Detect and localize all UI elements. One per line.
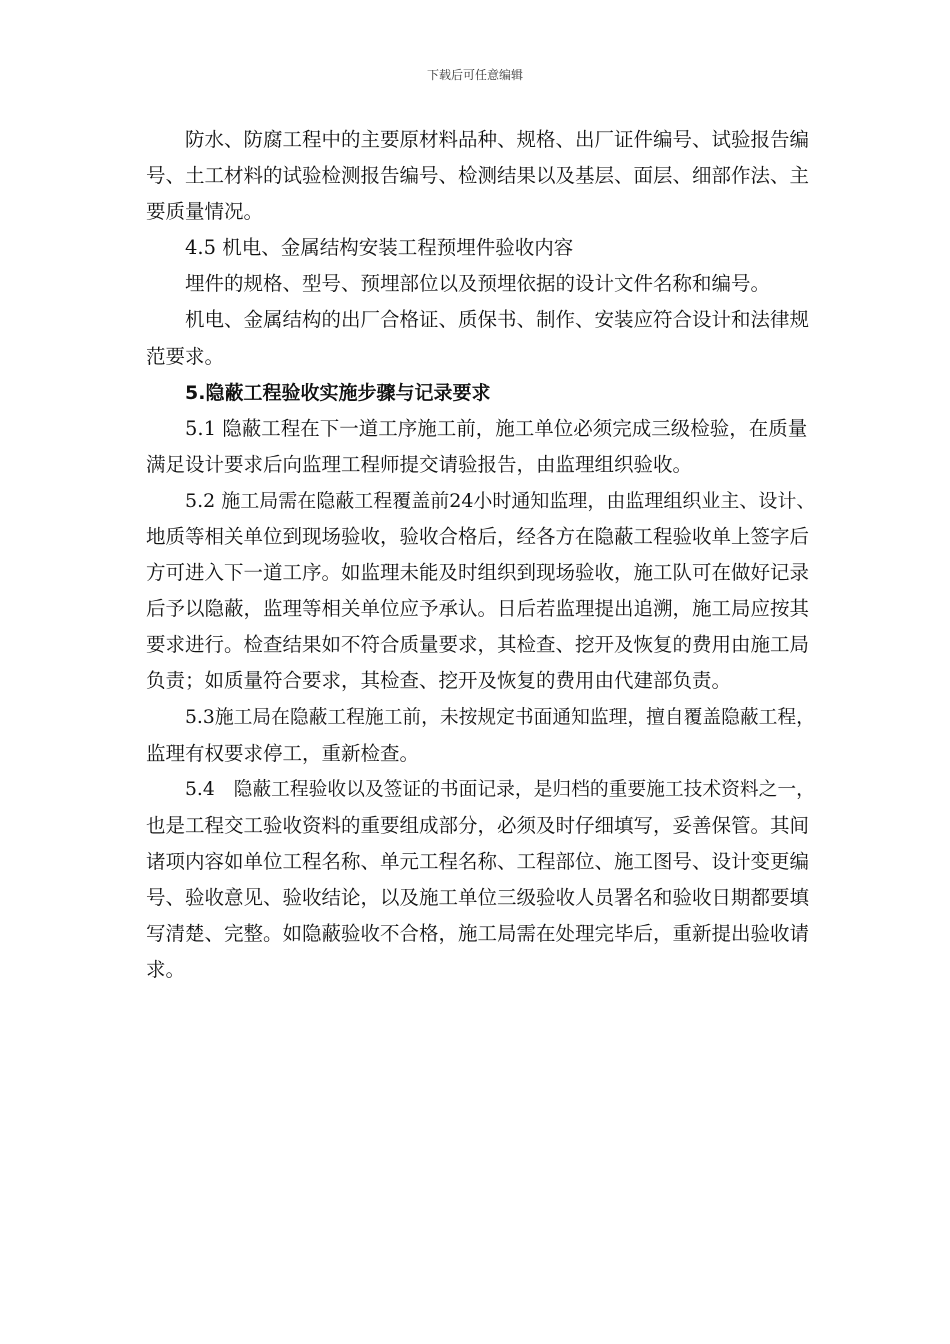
text-line: 5.2 施工局需在隐蔽工程覆盖前24小时通知监理，由监理组织业主、设计、 [185,489,816,512]
text-line: 满足设计要求后向监理工程师提交请验报告，由监理组织验收。 [146,452,693,476]
heading-text: 5.隐蔽工程验收实施步骤与记录要求 [185,381,491,404]
document-body [146,122,814,988]
text-line: 也是工程交工验收资料的重要组成部分，必须及时仔细填写，妥善保管。其间 [146,813,810,837]
text-line: 埋件的规格、型号、预埋部位以及预埋依据的设计文件名称和编号。 [185,272,771,296]
text-line: 监理有权要求停工，重新检查。 [146,741,420,765]
text-line: 写清楚、完整。如隐蔽验收不合格，施工局需在处理完毕后，重新提出验收请 [146,922,810,946]
paragraph-5-4 [146,772,814,989]
text-line: 地质等相关单位到现场验收，验收合格后，经各方在隐蔽工程验收单上签字后 [146,525,810,549]
paragraph-raw-materials [146,122,814,230]
paragraph-5-3 [146,700,814,772]
text-line: 范要求。 [146,344,225,368]
text-line: 方可进入下一道工序。如监理未能及时组织到现场验收，施工队可在做好记录 [146,561,810,585]
text-line: 后予以隐蔽，监理等相关单位应予承认。日后若监理提出追溯，施工局应按其 [146,597,810,621]
paragraph-5-2 [146,483,814,700]
text-line: 负责；如质量符合要求，其检查、挖开及恢复的费用由代建部负责。 [146,669,732,693]
text-line: 防水、防腐工程中的主要原材料品种、规格、出厂证件编号、试验报告编 [185,128,810,151]
text-line: 诸项内容如单位工程名称、单元工程名称、工程部位、施工图号、设计变更编 [146,849,810,873]
text-line: 求。 [146,958,186,982]
text-line: 要求进行。检查结果如不符合质量要求，其检查、挖开及恢复的费用由施工局 [146,633,810,657]
section-4-5-title [146,230,814,266]
text-line: 机电、金属结构的出厂合格证、质保书、制作、安装应符合设计和法律规 [185,308,810,332]
text-line: 要质量情况。 [146,200,264,224]
text-line: 号、土工材料的试验检测报告编号、检测结果以及基层、面层、细部作法、主 [146,164,810,188]
paragraph-5-1 [146,411,814,483]
section-5-heading [146,375,814,411]
text-line: 号、验收意见、验收结论，以及施工单位三级验收人员署名和验收日期都要填 [146,885,810,909]
text-line: 5.3施工局在隐蔽工程施工前，未按规定书面通知监理，擅自覆盖隐蔽工程， [185,706,815,728]
page-header: 下载后可任意编辑 [426,68,523,82]
text-line: 5.4 隐蔽工程验收以及签证的书面记录，是归档的重要施工技术资料之一， [185,778,815,800]
text-line: 5.1 隐蔽工程在下一道工序施工前，施工单位必须完成三级检验，在质量 [185,416,808,440]
paragraph-embedded-parts [146,266,814,302]
text-line: 4.5 机电、金属结构安装工程预埋件验收内容 [185,236,574,260]
paragraph-electromechanical [146,302,814,374]
